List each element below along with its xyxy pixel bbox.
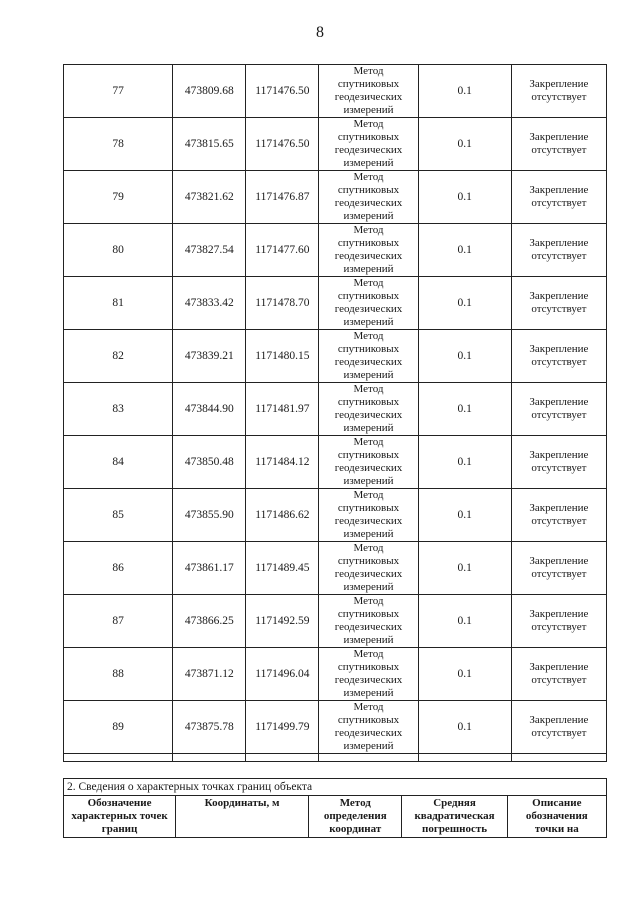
coord-y: 1171476.50: [246, 118, 319, 171]
point-id: 84: [64, 436, 173, 489]
header-line: характерных точек: [71, 810, 168, 822]
coord-x: 473833.42: [173, 277, 246, 330]
mean-square-error: 0.1: [418, 171, 511, 224]
method-line: Метод: [353, 436, 384, 448]
method-line: Метод: [353, 648, 384, 660]
method-line: измерений: [343, 157, 394, 169]
header-line: Метод: [339, 797, 371, 809]
method: [319, 542, 418, 595]
header-line: Обозначение: [87, 797, 152, 809]
point-description: [511, 224, 606, 277]
method-line: спутниковых: [337, 290, 400, 302]
point-description-line: отсутствует: [531, 303, 587, 315]
method-line: Метод: [353, 701, 384, 713]
method: [319, 436, 418, 489]
header-line: Средняя: [433, 797, 476, 809]
mean-square-error: 0.1: [418, 383, 511, 436]
mean-square-error: 0.1: [418, 701, 511, 754]
method-line: Метод: [353, 118, 384, 130]
table-row: [64, 489, 607, 542]
point-description-line: отсутствует: [531, 462, 587, 474]
boundary-points-table: [63, 64, 607, 762]
method-line: Метод: [353, 595, 384, 607]
method-line: спутниковых: [337, 131, 400, 143]
coord-y: 1171484.12: [246, 436, 319, 489]
method-line: спутниковых: [337, 449, 400, 461]
method-line: геодезических: [334, 197, 403, 209]
coord-y: 1171496.04: [246, 648, 319, 701]
mean-square-error: 0.1: [418, 118, 511, 171]
header-line: погрешность: [421, 823, 488, 835]
method-line: геодезических: [334, 356, 403, 368]
header-line: Описание: [532, 797, 582, 809]
mean-square-error: 0.1: [418, 224, 511, 277]
method-line: спутниковых: [337, 502, 400, 514]
point-description-line: Закрепление: [529, 290, 589, 302]
coord-x: 473855.90: [173, 489, 246, 542]
method-line: измерений: [343, 369, 394, 381]
method-line: геодезических: [334, 409, 403, 421]
method-line: измерений: [343, 104, 394, 116]
point-description: [511, 701, 606, 754]
point-description-line: Закрепление: [529, 131, 589, 143]
method-line: геодезических: [334, 727, 403, 739]
point-description: [511, 542, 606, 595]
point-description-line: Закрепление: [529, 449, 589, 461]
point-description-line: Закрепление: [529, 78, 589, 90]
coord-y: 1171492.59: [246, 595, 319, 648]
table-spacer-row: [64, 754, 607, 762]
spacer-cell: [418, 754, 511, 762]
method-line: измерений: [343, 634, 394, 646]
header-line: Координаты, м: [204, 797, 280, 809]
spacer-cell: [246, 754, 319, 762]
method: [319, 171, 418, 224]
table-row: [64, 542, 607, 595]
point-id: 78: [64, 118, 173, 171]
coord-x: 473839.21: [173, 330, 246, 383]
method-line: измерений: [343, 422, 394, 434]
point-id: 81: [64, 277, 173, 330]
point-description-line: Закрепление: [529, 396, 589, 408]
section-header-row: [64, 796, 607, 838]
page-number: 8: [316, 24, 324, 41]
point-description: [511, 118, 606, 171]
coord-y: 1171486.62: [246, 489, 319, 542]
method: [319, 595, 418, 648]
point-description-line: Закрепление: [529, 555, 589, 567]
method-line: измерений: [343, 740, 394, 752]
point-description: [511, 436, 606, 489]
coord-y: 1171477.60: [246, 224, 319, 277]
method-line: Метод: [353, 65, 384, 77]
header-line: определения: [323, 810, 387, 822]
point-description-line: отсутствует: [531, 409, 587, 421]
coord-x: 473850.48: [173, 436, 246, 489]
point-description-line: Закрепление: [529, 184, 589, 196]
method-line: Метод: [353, 330, 384, 342]
coord-y: 1171478.70: [246, 277, 319, 330]
coord-x: 473827.54: [173, 224, 246, 277]
point-id: 86: [64, 542, 173, 595]
header-line: координат: [329, 823, 382, 835]
method-line: геодезических: [334, 91, 403, 103]
header-line: границ: [101, 823, 138, 835]
table-row: [64, 224, 607, 277]
coord-x: 473875.78: [173, 701, 246, 754]
point-description-line: Закрепление: [529, 661, 589, 673]
header-mean-error: [402, 796, 507, 838]
method-line: геодезических: [334, 144, 403, 156]
method-line: геодезических: [334, 303, 403, 315]
section-2-table: [63, 778, 607, 838]
point-description: [511, 65, 606, 118]
point-id: 82: [64, 330, 173, 383]
method: [319, 224, 418, 277]
point-description-line: отсутствует: [531, 515, 587, 527]
coord-x: 473815.65: [173, 118, 246, 171]
method-line: геодезических: [334, 250, 403, 262]
table-row: [64, 65, 607, 118]
point-description-line: отсутствует: [531, 250, 587, 262]
point-description-line: отсутствует: [531, 356, 587, 368]
method-line: геодезических: [334, 515, 403, 527]
point-description-line: Закрепление: [529, 343, 589, 355]
mean-square-error: 0.1: [418, 542, 511, 595]
method-line: геодезических: [334, 462, 403, 474]
coord-y: 1171499.79: [246, 701, 319, 754]
spacer-cell: [511, 754, 606, 762]
mean-square-error: 0.1: [418, 277, 511, 330]
coord-x: 473866.25: [173, 595, 246, 648]
header-line: квадратическая: [414, 810, 495, 822]
point-description-line: отсутствует: [531, 144, 587, 156]
point-description-line: отсутствует: [531, 674, 587, 686]
point-description: [511, 330, 606, 383]
coord-x: 473861.17: [173, 542, 246, 595]
point-description: [511, 277, 606, 330]
method: [319, 701, 418, 754]
method-line: Метод: [353, 489, 384, 501]
method: [319, 65, 418, 118]
point-description-line: Закрепление: [529, 608, 589, 620]
table-row: [64, 277, 607, 330]
point-description-line: отсутствует: [531, 621, 587, 633]
coord-y: 1171476.87: [246, 171, 319, 224]
point-id: 85: [64, 489, 173, 542]
point-description-line: отсутствует: [531, 91, 587, 103]
coord-x: 473871.12: [173, 648, 246, 701]
method-line: Метод: [353, 224, 384, 236]
point-id: 89: [64, 701, 173, 754]
point-id: 83: [64, 383, 173, 436]
point-id: 87: [64, 595, 173, 648]
header-line: точки на: [534, 823, 579, 835]
mean-square-error: 0.1: [418, 489, 511, 542]
method: [319, 330, 418, 383]
method-line: Метод: [353, 383, 384, 395]
header-description: [507, 796, 606, 838]
method-line: спутниковых: [337, 714, 400, 726]
coord-y: 1171476.50: [246, 65, 319, 118]
section-title: 2. Сведения о характерных точках границ объекта: [64, 779, 607, 796]
method-line: измерений: [343, 528, 394, 540]
point-id: 77: [64, 65, 173, 118]
method-line: спутниковых: [337, 184, 400, 196]
method: [319, 383, 418, 436]
mean-square-error: 0.1: [418, 330, 511, 383]
method: [319, 118, 418, 171]
method-line: измерений: [343, 687, 394, 699]
table-row: [64, 648, 607, 701]
coord-x: 473844.90: [173, 383, 246, 436]
mean-square-error: 0.1: [418, 648, 511, 701]
table-row: [64, 701, 607, 754]
point-id: 80: [64, 224, 173, 277]
method-line: спутниковых: [337, 661, 400, 673]
point-description: [511, 595, 606, 648]
point-description: [511, 171, 606, 224]
method-line: геодезических: [334, 621, 403, 633]
table-row: [64, 595, 607, 648]
mean-square-error: 0.1: [418, 595, 511, 648]
point-description: [511, 383, 606, 436]
coord-x: 473821.62: [173, 171, 246, 224]
point-description-line: отсутствует: [531, 727, 587, 739]
table-row: [64, 330, 607, 383]
point-description-line: Закрепление: [529, 714, 589, 726]
coord-y: 1171481.97: [246, 383, 319, 436]
method-line: геодезических: [334, 674, 403, 686]
method-line: Метод: [353, 277, 384, 289]
coord-x: 473809.68: [173, 65, 246, 118]
spacer-cell: [173, 754, 246, 762]
method-line: измерений: [343, 316, 394, 328]
method-line: измерений: [343, 475, 394, 487]
coord-y: 1171489.45: [246, 542, 319, 595]
spacer-cell: [64, 754, 173, 762]
coord-y: 1171480.15: [246, 330, 319, 383]
table-row: [64, 383, 607, 436]
method: [319, 277, 418, 330]
method-line: спутниковых: [337, 237, 400, 249]
point-id: 88: [64, 648, 173, 701]
header-coordinates: [176, 796, 309, 838]
method-line: измерений: [343, 210, 394, 222]
table-row: [64, 171, 607, 224]
point-id: 79: [64, 171, 173, 224]
method-line: Метод: [353, 171, 384, 183]
method-line: Метод: [353, 542, 384, 554]
table-row: [64, 118, 607, 171]
method-line: измерений: [343, 263, 394, 275]
method-line: спутниковых: [337, 608, 400, 620]
point-description: [511, 489, 606, 542]
point-description-line: Закрепление: [529, 502, 589, 514]
point-description-line: отсутствует: [531, 568, 587, 580]
point-description-line: Закрепление: [529, 237, 589, 249]
table-row: [64, 436, 607, 489]
method-line: спутниковых: [337, 343, 400, 355]
method-line: спутниковых: [337, 78, 400, 90]
point-description-line: отсутствует: [531, 197, 587, 209]
mean-square-error: 0.1: [418, 65, 511, 118]
method-line: геодезических: [334, 568, 403, 580]
method: [319, 489, 418, 542]
header-line: обозначения: [525, 810, 588, 822]
method-line: измерений: [343, 581, 394, 593]
method-line: спутниковых: [337, 396, 400, 408]
mean-square-error: 0.1: [418, 436, 511, 489]
spacer-cell: [319, 754, 418, 762]
header-point-designation: [64, 796, 176, 838]
method: [319, 648, 418, 701]
method-line: спутниковых: [337, 555, 400, 567]
header-method: [309, 796, 402, 838]
point-description: [511, 648, 606, 701]
